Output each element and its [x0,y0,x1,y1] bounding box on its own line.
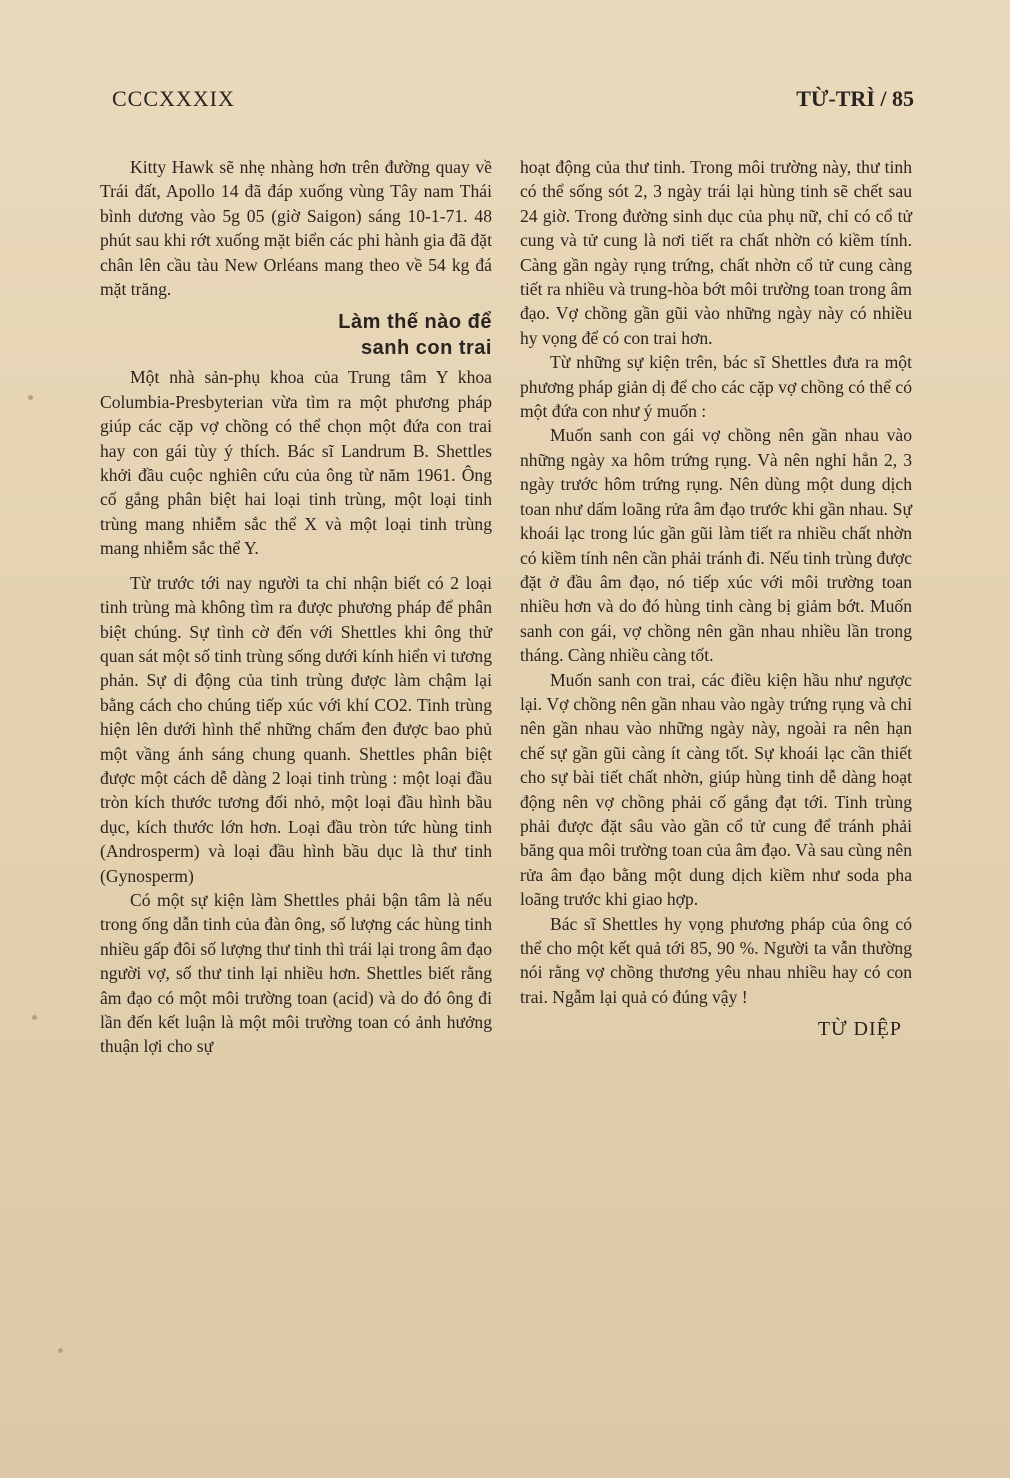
body-paragraph: Từ những sự kiện trên, bác sĩ Shettles đưa ra một phương pháp giản dị để cho các cặp vợ chồng có thể có một đứa con như ý muốn : [520,352,912,422]
body-paragraph: hoạt động của thư tinh. Trong môi trường này, thư tinh có thể sống sót 2, 3 ngày trái lại hùng tinh sẽ chết sau 24 giờ. Trong đường sinh dục của phụ nữ, chỉ có cổ tử cung và tử cung là nơi tiết ra chất nhờn có kiềm tính. Càng gần ngày rụng trứng, chất nhờn cổ tử cung càng tiết ra nhiều và trung-hòa bớt môi trường toan trong âm đạo. Vợ chồng gần gũi vào những ngày này có nhiều hy vọng để có con trai hơn. [520,157,912,348]
article-title [100,309,492,361]
page-header-left: CCCXXXIX [112,86,235,111]
body-paragraph: Bác sĩ Shettles hy vọng phương pháp của ông có thể cho một kết quả tới 85, 90 %. Người ta vẫn thường nói rằng vợ chồng thương yêu nhau nhiều hay có con trai. Ngẫm lại quả có đúng vậy ! [520,913,912,1007]
intro-paragraph: Kitty Hawk sẽ nhẹ nhàng hơn trên đường quay về Trái đất, Apollo 14 đã đáp xuống vùng Tây nam Thái bình dương vào 5g 05 (giờ Saigon) sáng 10-1-71. 48 phút sau khi rớt xuống mặt biển các phi hành gia đã đặt chân lên cầu tàu New Orléans mang theo về 54 kg đá mặt trăng. [100,157,492,300]
author-signature: TỪ DIỆP [817,1018,902,1041]
binding-hole [58,1348,63,1353]
left-column [100,155,492,1059]
body-paragraph: Muốn sanh con gái vợ chồng nên gần nhau vào những ngày xa hôm trứng rụng. Và nên nghỉ hẳn 2, 3 ngày trước hôm trứng rụng. Nên dùng một dung dịch toan như dấm loãng rửa âm đạo trước khi gần nhau. Sự khoái lạc trong lúc gần gũi làm tiết ra nhiều chất nhờn có kiềm tính nên cần phải tránh đi. Nếu tinh trùng được đặt ở đầu âm đạo, nó tiếp xúc với môi trường toan nhiều hơn và do đó hùng tinh càng bị giảm bớt. Muốn sanh con gái, vợ chồng nên gần nhau nhiều lần trong tháng. Càng nhiều càng tốt. [520,425,912,666]
body-paragraph: Từ trước tới nay người ta chỉ nhận biết có 2 loại tinh trùng mà không tìm ra được phương pháp để phân biệt chúng. Sự tình cờ đến với Shettles khi ông thử quan sát một số tinh trùng sống dưới kính hiển vi tương phản. Sự di động của tinh trùng được làm chậm lại bằng cách cho chúng tiếp xúc với khí CO2. Tinh trùng hiện lên dưới hình thể những chấm đen được bao phủ một vầng ánh sáng chung quanh. Shettles phân biệt được một cách dễ dàng 2 loại tinh trùng : một loại đầu tròn kích thước tương đối nhỏ, một loại đầu hình bầu dục, kích thước lớn hơn. Loại đầu tròn tức hùng tinh (Androsperm) và loại đầu hình bầu dục là thư tinh (Gynosperm) [100,572,492,886]
article-title-line-2: sanh con trai [361,337,492,360]
body-paragraph: Có một sự kiện làm Shettles phải bận tâm là nếu trong ống dẫn tinh của đàn ông, số lượng các hùng tinh nhiều gấp đôi số lượng thư tinh thì trái lại trong âm đạo người vợ, số thư tinh lại nhiều hơn. Shettles biết rằng âm đạo có một môi trường toan (acid) và do đó ông đi lần đến kết luận là một môi trường toan có ảnh hưởng thuận lợi cho sự [100,889,492,1057]
body-paragraph: Một nhà sản-phụ khoa của Trung tâm Y khoa Columbia-Presbyterian vừa tìm ra một phương pháp giúp các cặp vợ chồng có thể chọn một đứa con trai hay con gái tùy ý thích. Bác sĩ Landrum B. Shettles khởi đầu cuộc nghiên cứu của ông từ năm 1961. Ông cố gắng phân biệt hai loại tinh trùng, một loại tinh trùng mang nhiễm sắc thể X và một loại tinh trùng mang nhiễm sắc thể Y. [100,367,492,559]
binding-hole [32,1015,37,1020]
right-column [520,155,912,1042]
page-header-right: TỪ-TRÌ / 85 [796,86,914,111]
article-title-line-1: Làm thế nào để [338,311,492,334]
binding-hole [28,395,33,400]
body-paragraph: Muốn sanh con trai, các điều kiện hầu như ngược lại. Vợ chồng nên gần nhau vào ngày trứng rụng và chỉ nên gần nhau vào những ngày này, ngoài ra nên hạn chế sự gần gũi càng ít càng tốt. Sự khoái lạc cần thiết cho sự bài tiết chất nhờn, giúp hùng tinh dễ dàng hoạt động nên vợ chồng phải cố gắng đạt tới. Tinh trùng phải được đặt sâu vào gần cổ tử cung để tránh phải băng qua môi trường toan của âm đạo. Và sau cùng nên rửa âm đạo bằng một dung dịch kiềm như soda pha loãng trước khi giao hợp. [520,669,912,910]
